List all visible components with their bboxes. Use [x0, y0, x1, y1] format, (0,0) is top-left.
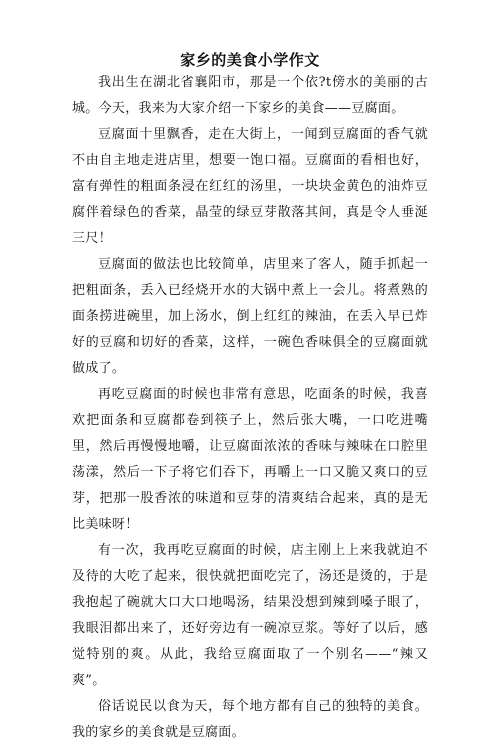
- paragraph-3: 豆腐面的做法也比较简单，店里来了客人，随手抓起一把粗面条，丢入已经烧开水的大锅中煮上一会儿。将煮熟的面条捞进碗里，加上汤水，倒上红红的辣油，在丢入早已炸好的豆腐和切好的香菜，这样，一碗色香味俱全的豆腐面就做成了。: [72, 257, 428, 376]
- paragraph-1: 我出生在湖北省襄阳市，那是一个依?t傍水的美丽的古城。今天，我来为大家介绍一下家乡的美食——豆腐面。: [72, 75, 428, 116]
- paragraph-2: 豆腐面十里飘香，走在大街上，一闻到豆腐面的香气就不由自主地走进店里，想要一饱口福。豆腐面的看相也好，富有弹性的粗面条浸在红红的汤里，一块块金黄色的油炸豆腐伴着绿色的香菜，晶莹的绿豆芽散落其间，真是令人垂涎三尺！: [72, 127, 428, 246]
- paragraph-5: 有一次，我再吃豆腐面的时候，店主刚上上来我就迫不及待的大吃了起来，很快就把面吃完了，汤还是烫的，于是我抱起了碗就大口大口地喝汤，结果没想到辣到嗓子眼了，我眼泪都出来了，还好旁边有一碗凉豆浆。等好了以后，感觉特别的爽。从此，我给豆腐面取了一个别名——“辣又爽”。: [72, 543, 428, 688]
- paragraph-6: 俗话说民以食为天，每个地方都有自己的独特的美食。我的家乡的美食就是豆腐面。: [72, 699, 428, 740]
- paragraph-4: 再吃豆腐面的时候也非常有意思，吃面条的时候，我喜欢把面条和豆腐都卷到筷子上，然后张大嘴，一口吃进嘴里，然后再慢慢地嚼，让豆腐面浓浓的香味与辣味在口腔里荡漾，然后一下子将它们吞下，再嚼上一口又脆又爽口的豆芽，把那一股香浓的味道和豆芽的清爽结合起来，真的是无比美味呀！: [72, 387, 428, 532]
- document-title: 家乡的美食小学作文: [180, 51, 320, 69]
- document-body: [72, 70, 428, 746]
